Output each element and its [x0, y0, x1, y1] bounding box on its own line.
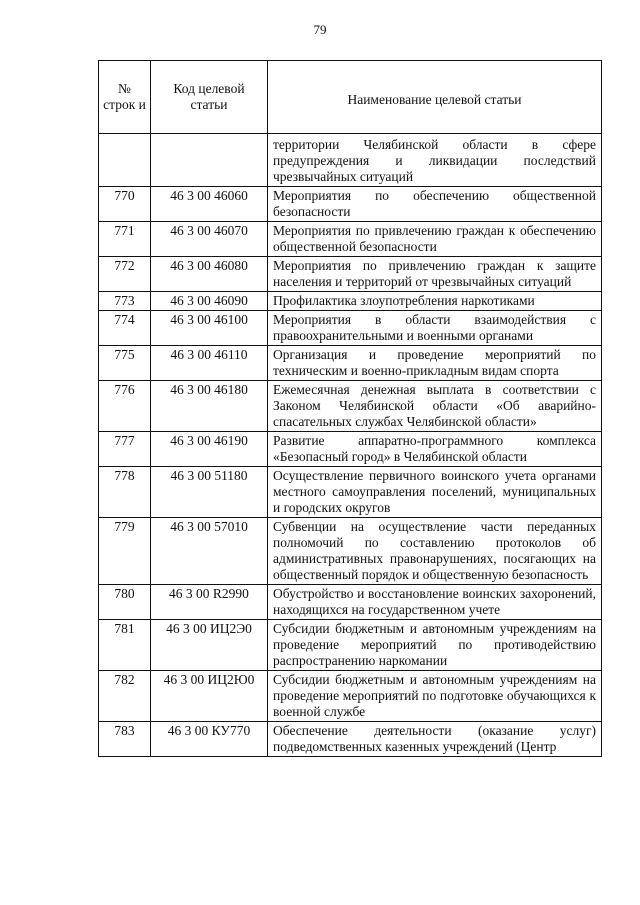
row-name: Осуществление первичного воинского учета органами местного самоуправления поселений, муниципальных и городских округов — [268, 467, 602, 518]
row-name: Организация и проведение мероприятий по техническим и военно-прикладным видам спорта — [268, 346, 602, 381]
row-name: Обустройство и восстановление воинских захоронений, находящихся на государственном учете — [268, 585, 602, 620]
row-name: Обеспечение деятельности (оказание услуг) подведомственных казенных учреждений (Центр — [268, 722, 602, 757]
row-number: 777 — [99, 432, 151, 467]
row-number: 774 — [99, 311, 151, 346]
row-name: Мероприятия по привлечению граждан к обеспечению общественной безопасности — [268, 222, 602, 257]
row-code: 46 3 00 46180 — [151, 381, 268, 432]
table-row — [99, 432, 602, 467]
row-name: Мероприятия по привлечению граждан к защите населения и территорий от чрезвычайных ситуаций — [268, 257, 602, 292]
table-row — [99, 467, 602, 518]
page-number: 79 — [313, 22, 327, 37]
table-row — [99, 722, 602, 757]
row-code: 46 3 00 R2990 — [151, 585, 268, 620]
row-number: 779 — [99, 518, 151, 585]
row-name: Субсидии бюджетным и автономным учреждениям на проведение мероприятий по противодействию распространению наркомании — [268, 620, 602, 671]
table-row — [99, 381, 602, 432]
row-number: 783 — [99, 722, 151, 757]
row-code: 46 3 00 46190 — [151, 432, 268, 467]
row-name: Развитие аппаратно-программного комплекса «Безопасный город» в Челябинской области — [268, 432, 602, 467]
table-row — [99, 346, 602, 381]
row-code — [151, 134, 268, 187]
row-name: Ежемесячная денежная выплата в соответствии с Законом Челябинской области «Об аварийно-спасательных службах Челябинской области» — [268, 381, 602, 432]
row-code: 46 3 00 46110 — [151, 346, 268, 381]
row-code: 46 3 00 46080 — [151, 257, 268, 292]
table-row — [99, 620, 602, 671]
row-name: Мероприятия в области взаимодействия с правоохранительными и военными органами — [268, 311, 602, 346]
table-header-row — [99, 61, 602, 134]
row-code: 46 3 00 ИЦ2Ю0 — [151, 671, 268, 722]
row-number: 771 — [99, 222, 151, 257]
table-row — [99, 292, 602, 311]
table-row-continuation — [99, 134, 602, 187]
table-row — [99, 222, 602, 257]
row-code: 46 3 00 51180 — [151, 467, 268, 518]
table-row — [99, 257, 602, 292]
row-number: 781 — [99, 620, 151, 671]
table-row — [99, 187, 602, 222]
row-name: Мероприятия по обеспечению общественной безопасности — [268, 187, 602, 222]
row-name: территории Челябинской области в сфере предупреждения и ликвидации последствий чрезвычайных ситуаций — [268, 134, 602, 187]
header-row-number: № строк и — [99, 61, 151, 134]
table-row — [99, 518, 602, 585]
row-code: 46 3 00 46070 — [151, 222, 268, 257]
row-number: 773 — [99, 292, 151, 311]
header-code: Код целевой статьи — [151, 61, 268, 134]
row-code: 46 3 00 46060 — [151, 187, 268, 222]
row-number: 780 — [99, 585, 151, 620]
row-number: 782 — [99, 671, 151, 722]
row-code: 46 3 00 46100 — [151, 311, 268, 346]
table-row — [99, 311, 602, 346]
row-number: 772 — [99, 257, 151, 292]
row-code: 46 3 00 КУ770 — [151, 722, 268, 757]
row-code: 46 3 00 46090 — [151, 292, 268, 311]
row-number: 776 — [99, 381, 151, 432]
row-number: 778 — [99, 467, 151, 518]
row-code: 46 3 00 ИЦ2Э0 — [151, 620, 268, 671]
row-name: Субсидии бюджетным и автономным учреждениям на проведение мероприятий по подготовке обучающихся к военной службе — [268, 671, 602, 722]
row-name: Субвенции на осуществление части переданных полномочий по составлению протоколов об административных правонарушениях, посягающих на общественный порядок и общественную безопасность — [268, 518, 602, 585]
target-articles-table — [98, 60, 602, 757]
row-name: Профилактика злоупотребления наркотиками — [268, 292, 602, 311]
row-number — [99, 134, 151, 187]
row-code: 46 3 00 57010 — [151, 518, 268, 585]
table-row — [99, 585, 602, 620]
row-number: 770 — [99, 187, 151, 222]
table-row — [99, 671, 602, 722]
header-name: Наименование целевой статьи — [268, 61, 602, 134]
row-number: 775 — [99, 346, 151, 381]
